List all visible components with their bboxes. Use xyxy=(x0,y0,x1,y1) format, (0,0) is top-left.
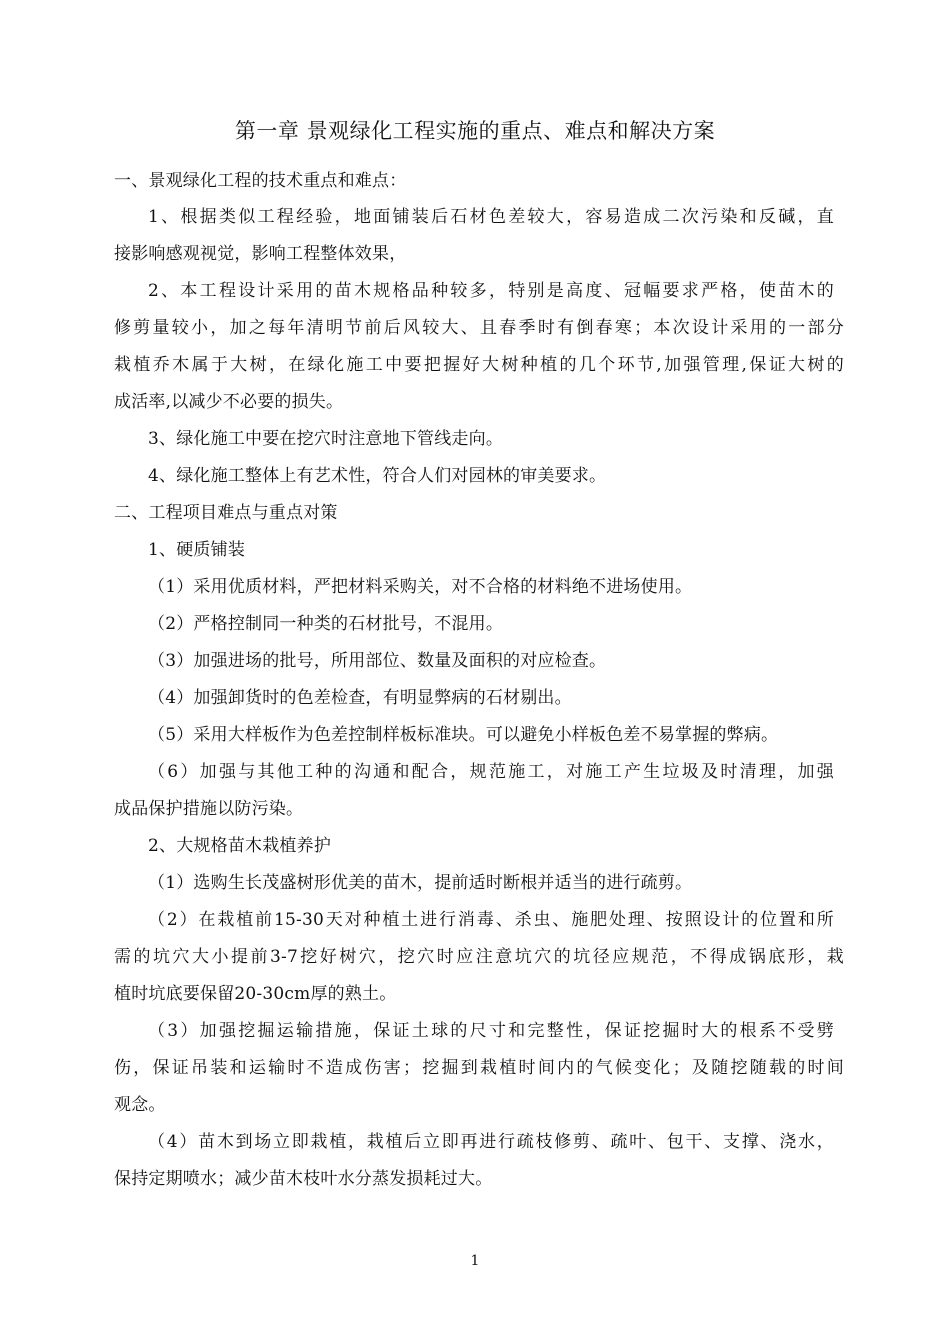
sub2-item3-line3: 观念。 xyxy=(114,1095,166,1115)
sub2-item2-line1: （2）在栽植前15-30天对种植土进行消毒、杀虫、施肥处理、按照设计的位置和所 xyxy=(148,910,834,930)
page-number: 1 xyxy=(470,1253,480,1269)
sub2-item3-line1: （3）加强挖掘运输措施，保证土球的尺寸和完整性，保证挖掘时大的根系不受劈 xyxy=(148,1021,834,1041)
section1-heading: 一、景观绿化工程的技术重点和难点： xyxy=(114,171,407,191)
sub2-item2-line3: 植时坑底要保留20-30cm厚的熟土。 xyxy=(114,984,397,1004)
s1-p3: 3、绿化施工中要在挖穴时注意地下管线走向。 xyxy=(148,429,504,449)
s1-p2-line1: 2、本工程设计采用的苗木规格品种较多，特别是高度、冠幅要求严格，使苗木的 xyxy=(148,281,834,301)
sub2-item4-line2: 保持定期喷水；减少苗木枝叶水分蒸发损耗过大。 xyxy=(114,1169,493,1189)
s1-p2-line3: 栽植乔木属于大树，在绿化施工中要把握好大树种植的几个环节,加强管理,保证大树的 xyxy=(114,355,844,375)
sub2-item3-line2: 伤，保证吊装和运输时不造成伤害；挖掘到栽植时间内的气候变化；及随挖随载的时间 xyxy=(114,1058,844,1078)
sub1-item6-line1: （6）加强与其他工种的沟通和配合，规范施工，对施工产生垃圾及时清理，加强 xyxy=(148,762,834,782)
s1-p1-line1: 1、根据类似工程经验，地面铺装后石材色差较大，容易造成二次污染和反碱，直 xyxy=(148,207,834,227)
sub1-item1: （1）采用优质材料，严把材料采购关，对不合格的材料绝不进场使用。 xyxy=(148,577,693,597)
s1-p1-line2: 接影响感观视觉，影响工程整体效果， xyxy=(114,244,407,264)
chapter-title: 第一章 景观绿化工程实施的重点、难点和解决方案 xyxy=(234,119,716,143)
sub2-item1: （1）选购生长茂盛树形优美的苗木，提前适时断根并适当的进行疏剪。 xyxy=(148,873,693,893)
s1-p4: 4、绿化施工整体上有艺术性，符合人们对园林的审美要求。 xyxy=(148,466,607,486)
sub2-item4-line1: （4）苗木到场立即栽植，栽植后立即再进行疏枝修剪、疏叶、包干、支撑、浇水， xyxy=(148,1132,834,1152)
sub1-heading: 1、硬质铺装 xyxy=(148,540,246,560)
sub1-item5: （5）采用大样板作为色差控制样板标准块。可以避免小样板色差不易掌握的弊病。 xyxy=(148,725,779,745)
sub2-item2-line2: 需的坑穴大小提前3-7挖好树穴，挖穴时应注意坑穴的坑径应规范，不得成锅底形，栽 xyxy=(114,947,844,967)
sub1-item6-line2: 成品保护措施以防污染。 xyxy=(114,799,304,819)
s1-p2-line2: 修剪量较小，加之每年清明节前后风较大、且春季时有倒春寒；本次设计采用的一部分 xyxy=(114,318,844,338)
sub2-heading: 2、大规格苗木栽植养护 xyxy=(148,836,332,856)
sub1-item3: （3）加强进场的批号，所用部位、数量及面积的对应检查。 xyxy=(148,651,607,671)
sub1-item4: （4）加强卸货时的色差检查，有明显弊病的石材剔出。 xyxy=(148,688,572,708)
sub1-item2: （2）严格控制同一种类的石材批号，不混用。 xyxy=(148,614,504,634)
section2-heading: 二、工程项目难点与重点对策 xyxy=(114,503,338,523)
s1-p2-line4: 成活率,以减少不必要的损失。 xyxy=(114,392,344,412)
